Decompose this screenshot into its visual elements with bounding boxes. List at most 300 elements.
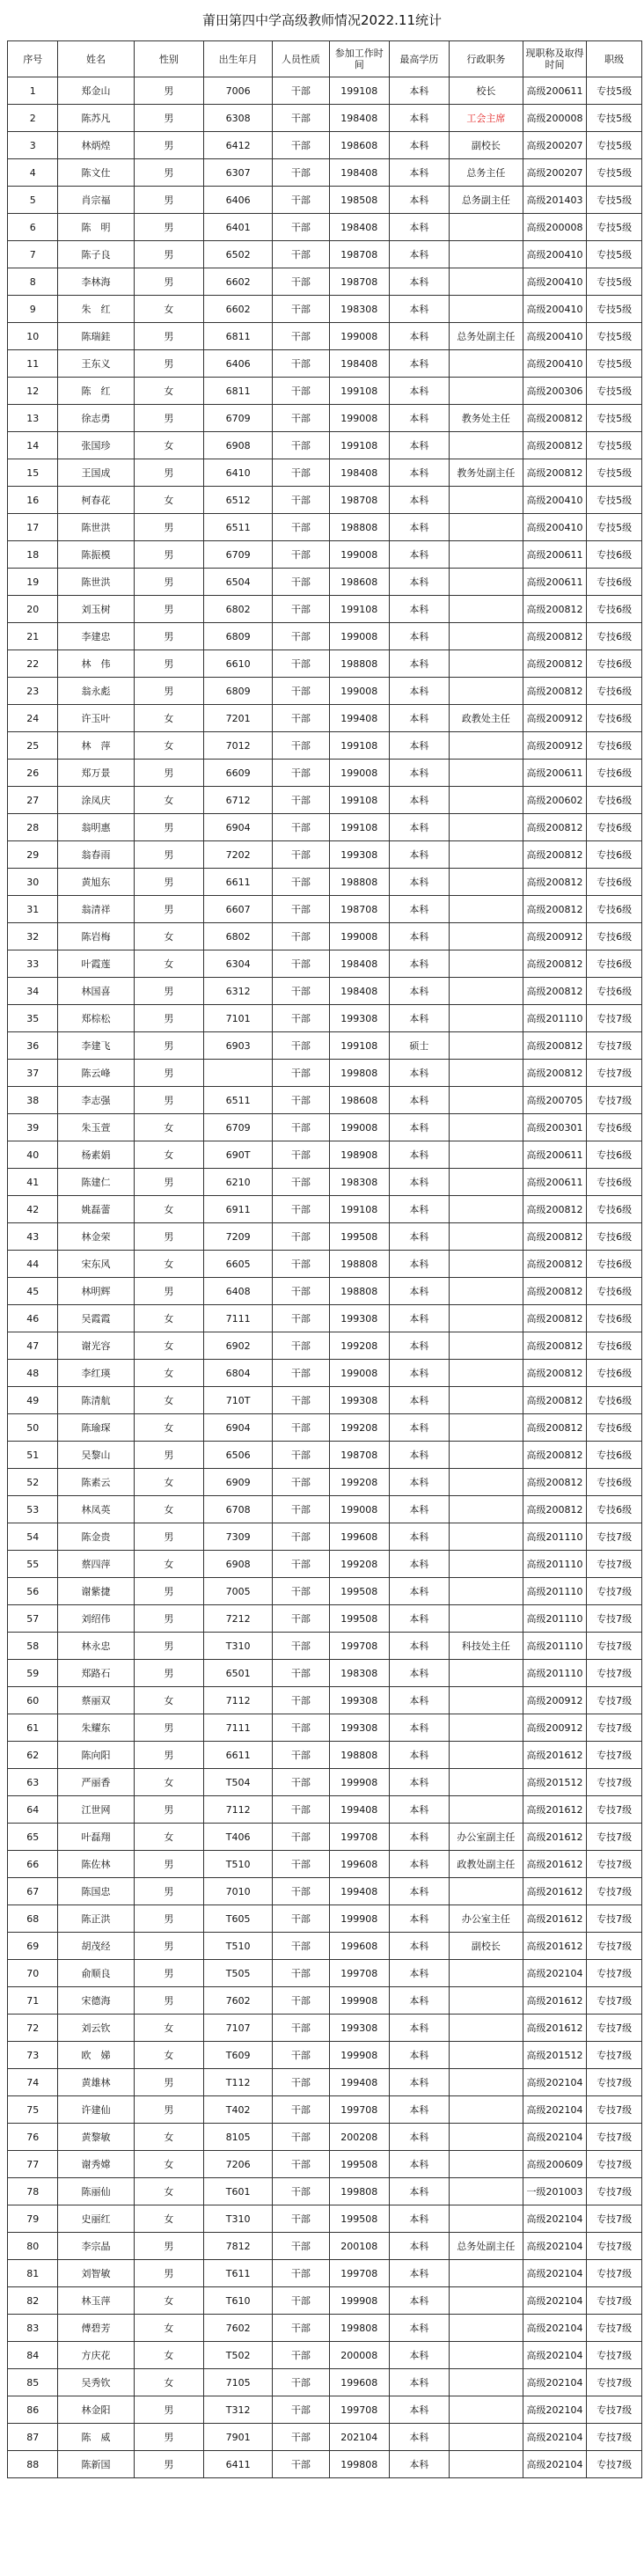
rank-cell: 专技6级	[587, 1223, 642, 1251]
rank-cell: 专技6级	[587, 1387, 642, 1414]
title-date-cell: 高级200609	[523, 2151, 586, 2178]
row-number-cell: 70	[8, 1960, 58, 1987]
title-date-cell: 高级202104	[523, 2124, 586, 2151]
staff-type-cell: 干部	[272, 1469, 329, 1496]
education-cell: 本科	[389, 596, 449, 623]
staff-type-cell: 干部	[272, 1633, 329, 1660]
teacher-name-cell: 谢光容	[58, 1332, 134, 1360]
admin-post-cell	[449, 1387, 523, 1414]
teacher-name-cell: 李志强	[58, 1087, 134, 1114]
gender-cell: 男	[134, 814, 204, 841]
birth-date-cell: 6408	[204, 1278, 273, 1305]
col-header: 姓名	[58, 41, 134, 77]
birth-date-cell: 6411	[204, 2451, 273, 2478]
work-start-cell: 198708	[329, 896, 389, 923]
teacher-name-cell: 黄雄林	[58, 2069, 134, 2096]
rank-cell: 专技7级	[587, 1551, 642, 1578]
staff-type-cell: 干部	[272, 1196, 329, 1223]
birth-date-cell: 6811	[204, 378, 273, 405]
col-header: 出生年月	[204, 41, 273, 77]
work-start-cell: 199108	[329, 1196, 389, 1223]
table-row	[8, 1851, 642, 1878]
row-number-cell: 14	[8, 432, 58, 459]
gender-cell: 男	[134, 1796, 204, 1824]
education-cell: 本科	[389, 105, 449, 132]
work-start-cell: 199608	[329, 2369, 389, 2396]
admin-post-cell: 科技处主任	[449, 1633, 523, 1660]
work-start-cell: 200008	[329, 2342, 389, 2369]
table-row	[8, 132, 642, 159]
education-cell: 本科	[389, 1387, 449, 1414]
rank-cell: 专技5级	[587, 432, 642, 459]
rank-cell: 专技6级	[587, 650, 642, 678]
row-number-cell: 15	[8, 459, 58, 487]
work-start-cell: 198808	[329, 650, 389, 678]
row-number-cell: 34	[8, 978, 58, 1005]
title-date-cell: 高级200611	[523, 541, 586, 569]
admin-post-cell	[449, 1469, 523, 1496]
table-row	[8, 2096, 642, 2124]
teacher-name-cell: 王东义	[58, 350, 134, 378]
title-date-cell: 高级200812	[523, 405, 586, 432]
admin-post-cell	[449, 2205, 523, 2233]
education-cell: 本科	[389, 1796, 449, 1824]
table-row	[8, 1196, 642, 1223]
rank-cell: 专技6级	[587, 1169, 642, 1196]
table-row	[8, 2287, 642, 2315]
table-row	[8, 623, 642, 650]
staff-type-cell: 干部	[272, 132, 329, 159]
birth-date-cell: 6908	[204, 432, 273, 459]
gender-cell: 男	[134, 1851, 204, 1878]
title-date-cell: 高级200812	[523, 1196, 586, 1223]
work-start-cell: 199608	[329, 1933, 389, 1960]
birth-date-cell: T504	[204, 1769, 273, 1796]
education-cell: 本科	[389, 1742, 449, 1769]
teacher-name-cell: 林炳煌	[58, 132, 134, 159]
birth-date-cell: 6804	[204, 1360, 273, 1387]
teacher-name-cell: 杨素娟	[58, 1141, 134, 1169]
title-date-cell: 高级200812	[523, 1442, 586, 1469]
col-header: 人员性质	[272, 41, 329, 77]
gender-cell: 女	[134, 950, 204, 978]
education-cell: 本科	[389, 487, 449, 514]
row-number-cell: 29	[8, 841, 58, 869]
education-cell: 本科	[389, 2396, 449, 2424]
table-row	[8, 2042, 642, 2069]
admin-post-cell	[449, 623, 523, 650]
table-row	[8, 2205, 642, 2233]
rank-cell: 专技7级	[587, 1060, 642, 1087]
gender-cell: 男	[134, 350, 204, 378]
row-number-cell: 25	[8, 732, 58, 760]
table-row	[8, 950, 642, 978]
rank-cell: 专技7级	[587, 1905, 642, 1933]
admin-post-cell	[449, 1005, 523, 1032]
gender-cell: 男	[134, 1714, 204, 1742]
rank-cell: 专技6级	[587, 732, 642, 760]
rank-cell: 专技7级	[587, 2315, 642, 2342]
rank-cell: 专技5级	[587, 268, 642, 296]
education-cell: 本科	[389, 2260, 449, 2287]
teacher-name-cell: 王国成	[58, 459, 134, 487]
staff-type-cell: 干部	[272, 1414, 329, 1442]
gender-cell: 女	[134, 2342, 204, 2369]
education-cell: 本科	[389, 978, 449, 1005]
rank-cell: 专技5级	[587, 323, 642, 350]
title-date-cell: 高级202104	[523, 1960, 586, 1987]
title-date-cell: 高级201612	[523, 1878, 586, 1905]
admin-post-cell	[449, 1742, 523, 1769]
title-date-cell: 高级201110	[523, 1578, 586, 1605]
birth-date-cell: 6501	[204, 1660, 273, 1687]
teacher-name-cell: 刘玉树	[58, 596, 134, 623]
gender-cell: 男	[134, 541, 204, 569]
admin-post-cell	[449, 569, 523, 596]
staff-type-cell: 干部	[272, 1769, 329, 1796]
title-date-cell: 高级200812	[523, 1251, 586, 1278]
staff-type-cell: 干部	[272, 1523, 329, 1551]
rank-cell: 专技7级	[587, 1851, 642, 1878]
rank-cell: 专技6级	[587, 814, 642, 841]
row-number-cell: 26	[8, 760, 58, 787]
rank-cell: 专技7级	[587, 1523, 642, 1551]
gender-cell: 男	[134, 77, 204, 105]
teacher-name-cell: 陈正洪	[58, 1905, 134, 1933]
table-row	[8, 1032, 642, 1060]
rank-cell: 专技6级	[587, 1496, 642, 1523]
table-row	[8, 2369, 642, 2396]
row-number-cell: 30	[8, 869, 58, 896]
row-number-cell: 83	[8, 2315, 58, 2342]
row-number-cell: 63	[8, 1769, 58, 1796]
admin-post-cell	[449, 2151, 523, 2178]
education-cell: 本科	[389, 405, 449, 432]
work-start-cell: 199808	[329, 2315, 389, 2342]
gender-cell: 男	[134, 2233, 204, 2260]
work-start-cell: 199008	[329, 323, 389, 350]
staff-type-cell: 干部	[272, 2424, 329, 2451]
table-row	[8, 1223, 642, 1251]
birth-date-cell: 7101	[204, 1005, 273, 1032]
birth-date-cell: 7309	[204, 1523, 273, 1551]
teacher-name-cell: 陈世洪	[58, 514, 134, 541]
teacher-name-cell: 陈建仁	[58, 1169, 134, 1196]
row-number-cell: 9	[8, 296, 58, 323]
rank-cell: 专技7级	[587, 2451, 642, 2478]
title-date-cell: 高级201110	[523, 1660, 586, 1687]
staff-type-cell: 干部	[272, 1660, 329, 1687]
row-number-cell: 88	[8, 2451, 58, 2478]
table-row	[8, 2233, 642, 2260]
staff-type-cell: 干部	[272, 1933, 329, 1960]
staff-type-cell: 干部	[272, 978, 329, 1005]
education-cell: 本科	[389, 2151, 449, 2178]
gender-cell: 女	[134, 2124, 204, 2151]
work-start-cell: 198908	[329, 1141, 389, 1169]
staff-type-cell: 干部	[272, 1305, 329, 1332]
title-date-cell: 高级201110	[523, 1633, 586, 1660]
work-start-cell: 199008	[329, 678, 389, 705]
gender-cell: 男	[134, 2451, 204, 2478]
teacher-name-cell: 李建飞	[58, 1032, 134, 1060]
rank-cell: 专技7级	[587, 2260, 642, 2287]
birth-date-cell: T601	[204, 2178, 273, 2205]
education-cell: 本科	[389, 1496, 449, 1523]
title-date-cell: 高级200306	[523, 378, 586, 405]
education-cell: 本科	[389, 1714, 449, 1742]
table-row	[8, 1005, 642, 1032]
education-cell: 本科	[389, 2233, 449, 2260]
birth-date-cell: 7006	[204, 77, 273, 105]
row-number-cell: 56	[8, 1578, 58, 1605]
row-number-cell: 11	[8, 350, 58, 378]
rank-cell: 专技7级	[587, 1660, 642, 1687]
title-date-cell: 高级200410	[523, 487, 586, 514]
rank-cell: 专技7级	[587, 1933, 642, 1960]
staff-type-cell: 干部	[272, 105, 329, 132]
teacher-name-cell: 许建仙	[58, 2096, 134, 2124]
birth-date-cell: T310	[204, 1633, 273, 1660]
title-date-cell: 高级200812	[523, 596, 586, 623]
staff-type-cell: 干部	[272, 1551, 329, 1578]
row-number-cell: 21	[8, 623, 58, 650]
row-number-cell: 37	[8, 1060, 58, 1087]
gender-cell: 男	[134, 1633, 204, 1660]
gender-cell: 男	[134, 678, 204, 705]
rank-cell: 专技5级	[587, 132, 642, 159]
rank-cell: 专技7级	[587, 2205, 642, 2233]
table-row	[8, 1387, 642, 1414]
title-date-cell: 高级202104	[523, 2260, 586, 2287]
teacher-name-cell: 陈新国	[58, 2451, 134, 2478]
gender-cell: 女	[134, 1251, 204, 1278]
gender-cell: 男	[134, 1223, 204, 1251]
staff-type-cell: 干部	[272, 1169, 329, 1196]
rank-cell: 专技6级	[587, 1278, 642, 1305]
work-start-cell: 199708	[329, 1824, 389, 1851]
admin-post-cell	[449, 678, 523, 705]
rank-cell: 专技6级	[587, 923, 642, 950]
admin-post-cell	[449, 1251, 523, 1278]
row-number-cell: 19	[8, 569, 58, 596]
title-date-cell: 高级200812	[523, 1223, 586, 1251]
staff-type-cell: 干部	[272, 869, 329, 896]
teacher-name-cell: 翁春雨	[58, 841, 134, 869]
education-cell: 本科	[389, 187, 449, 214]
teacher-name-cell: 朱 红	[58, 296, 134, 323]
admin-post-cell	[449, 869, 523, 896]
table-row	[8, 569, 642, 596]
admin-post-cell	[449, 241, 523, 268]
rank-cell: 专技7级	[587, 1878, 642, 1905]
title-date-cell: 高级200912	[523, 1687, 586, 1714]
admin-post-cell	[449, 896, 523, 923]
birth-date-cell: 7201	[204, 705, 273, 732]
education-cell: 本科	[389, 77, 449, 105]
admin-post-cell	[449, 2424, 523, 2451]
rank-cell: 专技5级	[587, 241, 642, 268]
table-row	[8, 2451, 642, 2478]
education-cell: 本科	[389, 1851, 449, 1878]
table-row	[8, 2069, 642, 2096]
staff-type-cell: 干部	[272, 650, 329, 678]
row-number-cell: 80	[8, 2233, 58, 2260]
table-row	[8, 1469, 642, 1496]
gender-cell: 男	[134, 159, 204, 187]
table-body	[8, 77, 642, 2478]
staff-type-cell: 干部	[272, 459, 329, 487]
work-start-cell: 199908	[329, 1769, 389, 1796]
rank-cell: 专技7级	[587, 1742, 642, 1769]
birth-date-cell: T510	[204, 1933, 273, 1960]
staff-type-cell: 干部	[272, 2205, 329, 2233]
rank-cell: 专技6级	[587, 896, 642, 923]
admin-post-cell	[449, 760, 523, 787]
teacher-name-cell: 陈 威	[58, 2424, 134, 2451]
title-date-cell: 高级200812	[523, 1387, 586, 1414]
admin-post-cell	[449, 1878, 523, 1905]
teacher-name-cell: 翁明惠	[58, 814, 134, 841]
staff-type-cell: 干部	[272, 1141, 329, 1169]
gender-cell: 女	[134, 732, 204, 760]
rank-cell: 专技7级	[587, 2424, 642, 2451]
teacher-name-cell: 林金荣	[58, 1223, 134, 1251]
staff-type-cell: 干部	[272, 432, 329, 459]
admin-post-cell	[449, 1060, 523, 1087]
education-cell: 本科	[389, 1605, 449, 1633]
rank-cell: 专技6级	[587, 869, 642, 896]
row-number-cell: 12	[8, 378, 58, 405]
gender-cell: 男	[134, 514, 204, 541]
admin-post-cell	[449, 1578, 523, 1605]
row-number-cell: 54	[8, 1523, 58, 1551]
admin-post-cell	[449, 1796, 523, 1824]
work-start-cell: 199508	[329, 2205, 389, 2233]
admin-post-cell	[449, 2096, 523, 2124]
work-start-cell: 199508	[329, 1578, 389, 1605]
education-cell: 本科	[389, 2342, 449, 2369]
birth-date-cell: 6512	[204, 487, 273, 514]
gender-cell: 女	[134, 1305, 204, 1332]
staff-type-cell: 干部	[272, 1005, 329, 1032]
gender-cell: 女	[134, 1824, 204, 1851]
birth-date-cell: 7212	[204, 1605, 273, 1633]
title-date-cell: 高级200812	[523, 432, 586, 459]
birth-date-cell: 6809	[204, 623, 273, 650]
education-cell: 本科	[389, 459, 449, 487]
work-start-cell: 199308	[329, 841, 389, 869]
work-start-cell: 199008	[329, 541, 389, 569]
rank-cell: 专技6级	[587, 1469, 642, 1496]
admin-post-cell	[449, 2369, 523, 2396]
title-date-cell: 高级200008	[523, 214, 586, 241]
rank-cell: 专技6级	[587, 705, 642, 732]
staff-type-cell: 干部	[272, 705, 329, 732]
admin-post-cell	[449, 2178, 523, 2205]
work-start-cell: 199308	[329, 1687, 389, 1714]
rank-cell: 专技7级	[587, 2069, 642, 2096]
birth-date-cell: 6412	[204, 132, 273, 159]
gender-cell: 男	[134, 1442, 204, 1469]
education-cell: 本科	[389, 1223, 449, 1251]
work-start-cell: 198808	[329, 1742, 389, 1769]
birth-date-cell	[204, 1060, 273, 1087]
title-date-cell: 高级200611	[523, 569, 586, 596]
rank-cell: 专技5级	[587, 378, 642, 405]
work-start-cell: 198408	[329, 978, 389, 1005]
work-start-cell: 199208	[329, 1551, 389, 1578]
rank-cell: 专技7级	[587, 2233, 642, 2260]
table-row	[8, 1087, 642, 1114]
rank-cell: 专技7级	[587, 1087, 642, 1114]
work-start-cell: 198708	[329, 241, 389, 268]
row-number-cell: 74	[8, 2069, 58, 2096]
admin-post-cell	[449, 1305, 523, 1332]
work-start-cell: 198608	[329, 1087, 389, 1114]
admin-post-cell	[449, 1523, 523, 1551]
title-date-cell: 高级200611	[523, 1141, 586, 1169]
row-number-cell: 47	[8, 1332, 58, 1360]
title-date-cell: 高级201612	[523, 1905, 586, 1933]
education-cell: 本科	[389, 1360, 449, 1387]
birth-date-cell: 6709	[204, 405, 273, 432]
education-cell: 本科	[389, 1332, 449, 1360]
title-date-cell: 高级200410	[523, 241, 586, 268]
row-number-cell: 58	[8, 1633, 58, 1660]
work-start-cell: 199008	[329, 623, 389, 650]
row-number-cell: 75	[8, 2096, 58, 2124]
teacher-name-cell: 宋东风	[58, 1251, 134, 1278]
table-row	[8, 2124, 642, 2151]
admin-post-cell	[449, 2342, 523, 2369]
work-start-cell: 199708	[329, 1633, 389, 1660]
table-row	[8, 1360, 642, 1387]
staff-type-cell: 干部	[272, 814, 329, 841]
teacher-name-cell: 陈金贵	[58, 1523, 134, 1551]
teacher-name-cell: 陈文仕	[58, 159, 134, 187]
admin-post-cell	[449, 1496, 523, 1523]
gender-cell: 男	[134, 2396, 204, 2424]
birth-date-cell: 690T	[204, 1141, 273, 1169]
title-date-cell: 高级202104	[523, 2287, 586, 2315]
birth-date-cell: 6406	[204, 187, 273, 214]
gender-cell: 男	[134, 650, 204, 678]
education-cell: 本科	[389, 1960, 449, 1987]
title-date-cell: 高级201612	[523, 1851, 586, 1878]
table-row	[8, 2015, 642, 2042]
table-row	[8, 1987, 642, 2015]
education-cell: 本科	[389, 1469, 449, 1496]
birth-date-cell: 7005	[204, 1578, 273, 1605]
admin-post-cell: 教务处主任	[449, 405, 523, 432]
gender-cell: 男	[134, 1005, 204, 1032]
row-number-cell: 35	[8, 1005, 58, 1032]
teacher-name-cell: 李宗晶	[58, 2233, 134, 2260]
staff-type-cell: 干部	[272, 2069, 329, 2096]
rank-cell: 专技6级	[587, 541, 642, 569]
staff-type-cell: 干部	[272, 1687, 329, 1714]
teacher-name-cell: 史丽红	[58, 2205, 134, 2233]
birth-date-cell: 8105	[204, 2124, 273, 2151]
gender-cell: 女	[134, 487, 204, 514]
teacher-name-cell: 郑金山	[58, 77, 134, 105]
staff-type-cell: 干部	[272, 1605, 329, 1633]
staff-type-cell: 干部	[272, 1114, 329, 1141]
gender-cell: 男	[134, 569, 204, 596]
work-start-cell: 198408	[329, 350, 389, 378]
education-cell: 本科	[389, 2451, 449, 2478]
